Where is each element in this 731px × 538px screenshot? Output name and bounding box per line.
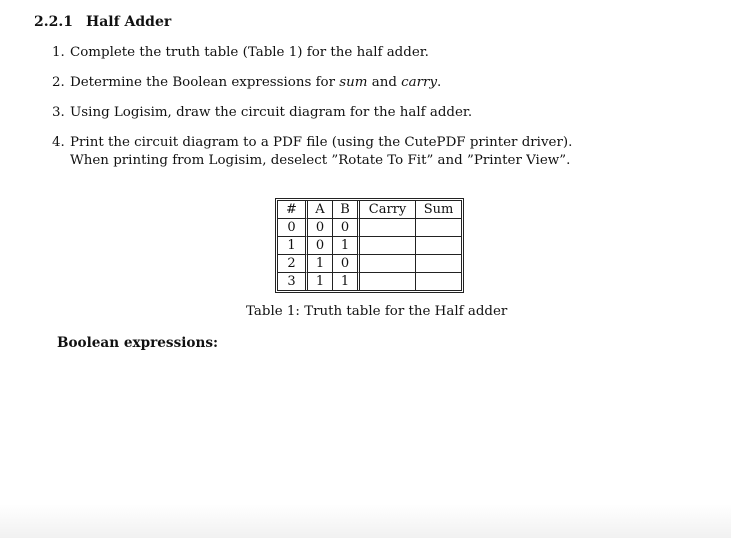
- term-carry: carry: [401, 75, 438, 90]
- table-header-row: [278, 201, 461, 219]
- cell-a: 1: [308, 255, 333, 273]
- task-index: 3.: [52, 105, 65, 120]
- task-text: [70, 74, 441, 92]
- header-a: A: [308, 201, 333, 219]
- task-index: 2.: [52, 75, 65, 90]
- task-text-start: Determine the Boolean expressions for: [70, 75, 340, 90]
- table-caption: Table 1: Truth table for the Half adder: [246, 304, 508, 319]
- task-text: Using Logisim, draw the circuit diagram for the half adder.: [70, 105, 473, 120]
- cell-sum: [416, 219, 461, 237]
- cell-index: 3: [278, 273, 308, 290]
- task-index: 4.: [52, 135, 65, 150]
- cell-sum: [416, 237, 461, 255]
- cell-a: 1: [308, 273, 333, 290]
- cell-carry: [360, 219, 416, 237]
- header-carry: Carry: [360, 201, 416, 219]
- section-number: 2.2.1: [34, 14, 73, 30]
- page-bottom-shadow: [0, 504, 731, 538]
- cell-a: 0: [308, 237, 333, 255]
- boolean-expressions-label: Boolean expressions:: [57, 335, 219, 351]
- cell-carry: [360, 273, 416, 290]
- task-text-line-1: Print the circuit diagram to a PDF file (using the CutePDF printer driver).: [70, 135, 573, 150]
- table-row: [278, 273, 461, 290]
- task-text-mid: and: [367, 75, 402, 90]
- table-row: [278, 255, 461, 273]
- table-row: [278, 237, 461, 255]
- section-title: Half Adder: [86, 14, 172, 30]
- cell-carry: [360, 255, 416, 273]
- cell-index: 2: [278, 255, 308, 273]
- task-text-line-2: When printing from Logisim, deselect ”Rotate To Fit” and ”Printer View”.: [70, 153, 571, 168]
- cell-b: 1: [333, 273, 360, 290]
- cell-b: 1: [333, 237, 360, 255]
- cell-b: 0: [333, 219, 360, 237]
- cell-b: 0: [333, 255, 360, 273]
- task-text: Complete the truth table (Table 1) for the half adder.: [70, 45, 429, 60]
- cell-carry: [360, 237, 416, 255]
- cell-sum: [416, 273, 461, 290]
- table-row: [278, 219, 461, 237]
- truth-table: [275, 198, 464, 293]
- task-text-end: .: [437, 75, 442, 90]
- header-sum: Sum: [416, 201, 461, 219]
- term-sum: sum: [339, 75, 368, 90]
- header-b: B: [333, 201, 360, 219]
- cell-sum: [416, 255, 461, 273]
- cell-a: 0: [308, 219, 333, 237]
- header-index: #: [278, 201, 308, 219]
- section-heading: [34, 14, 171, 30]
- cell-index: 0: [278, 219, 308, 237]
- task-index: 1.: [52, 45, 65, 60]
- cell-index: 1: [278, 237, 308, 255]
